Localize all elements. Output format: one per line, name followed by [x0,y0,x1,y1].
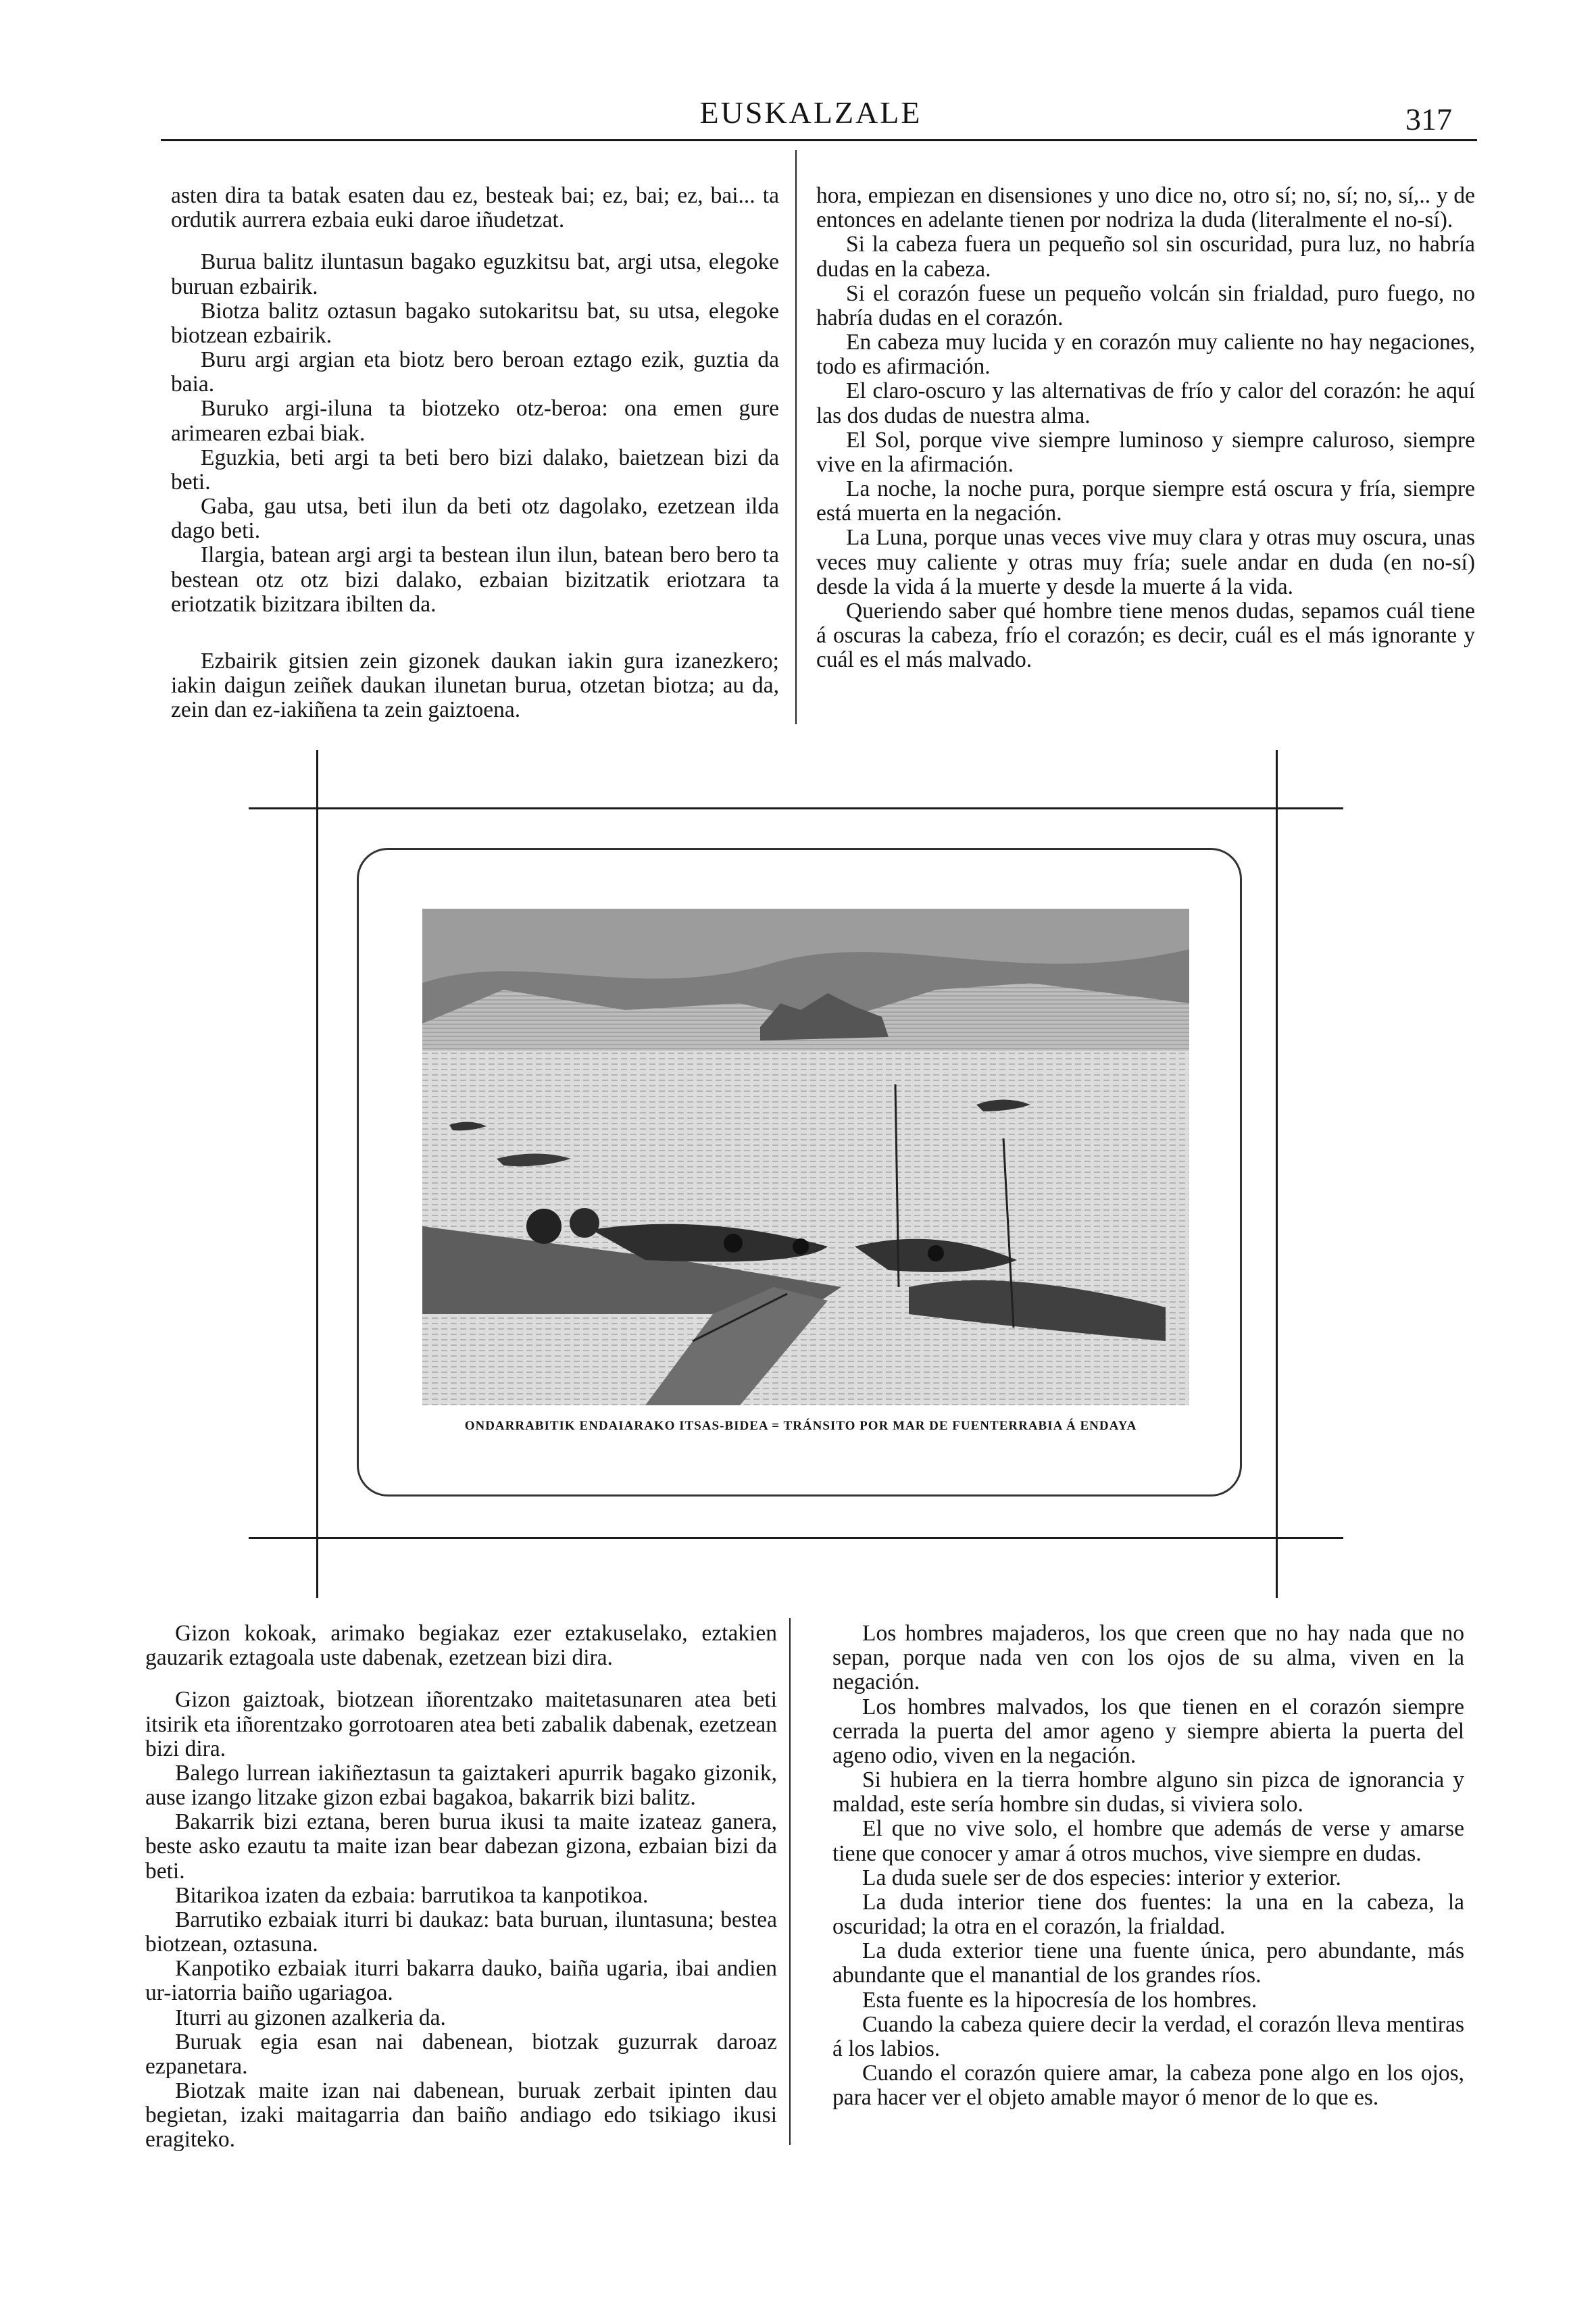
paragraph: Gaba, gau utsa, beti ilun da beti otz dagolako, ezetzean ilda dago beti. [171,494,779,544]
paragraph: Gizon kokoak, arimako begiakaz ezer eztakuselako, eztakien gauzarik eztagoala uste dabenak, ezetzean bizi dira. [145,1621,777,1671]
running-header-title: EUSKALZALE [699,95,922,130]
bottom-column-divider [789,1618,791,2145]
paragraph: En cabeza muy lucida y en corazón muy caliente no hay negaciones, todo es afirmación. [816,330,1475,380]
paragraph: Kanpotiko ezbaiak iturri bakarra dauko, baiña ugaria, ibai andien ur-iatorria baiño ugariagoa. [145,1956,777,2006]
plate-caption: ONDARRABITIK ENDAIARAKO ITSAS-BIDEA = TRÁNSITO POR MAR DE FUENTERRABIA Á ENDAYA [464,1419,1137,1433]
paragraph: Iturri au gizonen azalkeria da. [175,2005,446,2030]
top-column-divider [795,150,797,724]
paragraph: La Luna, porque unas veces vive muy clara y otras muy oscura, unas veces muy caliente y otras muy fría; suele andar en duda (en no-sí) desde la vida á la muerte y desde la muerte á la vida. [816,525,1475,599]
plate-right-rule [1276,750,1278,1598]
paragraph: Balego lurrean iakiñeztasun ta gaiztakeri apurrik bagako gizonik, ause izango litzake gizon ezbai bagakoa, bakarrik bizi balitz. [145,1760,777,1811]
paragraph: Buruak egia esan nai dabenean, biotzak guzurrak daroaz ezpanetara. [145,2029,777,2079]
paragraph: La duda exterior tiene una fuente única, pero abundante, más abundante que el manantial de los grandes ríos. [832,1938,1464,1988]
top-right-column [816,184,1475,672]
paragraph: Esta fuente es la hipocresía de los hombres. [862,1987,1257,2013]
paragraph: Burua balitz iluntasun bagako eguzkitsu bat, argi utsa, elegoke buruan ezbairik. [171,249,779,299]
paragraph: Los hombres majaderos, los que creen que no hay nada que no sepan, porque nada ven con los ojos de su alma, viven en la negación. [832,1621,1464,1695]
paragraph: El que no vive solo, el hombre que además de verse y amarse tiene que conocer y amar á otros muchos, vive siempre en dudas. [832,1816,1464,1866]
page-number: 317 [1405,102,1452,136]
paragraph: Si la cabeza fuera un pequeño sol sin oscuridad, pura luz, no habría dudas en la cabeza. [816,232,1475,282]
paragraph: Gizon gaiztoak, biotzean iñorentzako maitetasunaren atea beti itsirik eta iñorentzako gorrotoaren atea beti zabalik dabenak, ezetzean bizi dira. [145,1687,777,1761]
paragraph: Si hubiera en la tierra hombre alguno sin pizca de ignorancia y maldad, este sería hombre sin dudas, si viviera solo. [832,1767,1464,1817]
paragraph: Bakarrik bizi eztana, beren burua ikusi ta maite izateaz ganera, beste asko ezautu ta maite izan bear dabezan gizona, ezbaian bizi da beti. [145,1809,777,1884]
paragraph: Si el corazón fuese un pequeño volcán sin frialdad, puro fuego, no habría dudas en el corazón. [816,280,1475,330]
paragraph: Bitarikoa izaten da ezbaia: barrutikoa ta kanpotikoa. [175,1882,649,1908]
paragraph: Barrutiko ezbaiak iturri bi daukaz: bata buruan, iluntasuna; bestea biotzean, oztasuna. [145,1907,777,1957]
paragraph: La duda interior tiene dos fuentes: la una en la cabeza, la oscuridad; la otra en el corazón, la frialdad. [832,1889,1464,1940]
plate-left-rule [316,750,318,1598]
paragraph: Ezbairik gitsien zein gizonek daukan iakin gura izanezkero; iakin daigun zeiñek daukan ilunetan burua, otzetan biotza; au da, zein dan ez-iakiñena ta zein gaiztoena. [171,648,779,723]
plate-bottom-rule [249,1537,1343,1539]
paragraph: Biotza balitz oztasun bagako sutokaritsu bat, su utsa, elegoke biotzean ezbairik. [171,298,779,348]
top-left-column [171,184,779,722]
paragraph: Biotzak maite izan nai dabenean, buruak zerbait ipinten dau begietan, izaki maitagarria dan baiño andiago edo tsikiago ikusi eragiteko. [145,2078,777,2153]
paragraph: Cuando la cabeza quiere decir la verdad, el corazón lleva mentiras á los labios. [832,2011,1464,2061]
paragraph: hora, empiezan en disensiones y uno dice no, otro sí; no, sí; no, sí,.. y de entonces en adelante tienen por nodriza la duda (literalmente el no-sí). [816,183,1475,233]
paragraph: asten dira ta batak esaten dau ez, besteak bai; ez, bai; ez, bai... ta ordutik aurrera ezbaia euki daroe iñudetzat. [171,183,779,233]
paragraph: El claro-oscuro y las alternativas de frío y calor del corazón: he aquí las dos dudas de nuestra alma. [816,378,1475,428]
paragraph: Queriendo saber qué hombre tiene menos dudas, sepamos cuál tiene á oscuras la cabeza, frío el corazón; es decir, cuál es el más ignorante y cuál es el más malvado. [816,598,1475,673]
paragraph: La noche, la noche pura, porque siempre está oscura y fría, siempre está muerta en la negación. [816,476,1475,526]
paragraph: Los hombres malvados, los que tienen en el corazón siempre cerrada la puerta del amor ageno y siempre abierta la puerta del ageno odio, viven en la negación. [832,1694,1464,1768]
paragraph: Cuando el corazón quiere amar, la cabeza pone algo en los ojos, para hacer ver el objeto amable mayor ó menor de lo que es. [832,2061,1464,2111]
harbor-engraving-image [422,909,1189,1405]
plate-top-rule [249,807,1343,809]
paragraph: Ilargia, batean argi argi ta bestean ilun ilun, batean bero bero ta bestean otz otz bizi dalako, ezbaian bizitzatik eriotzara ta eriotzatik bizitzara ibilten da. [171,543,779,617]
paragraph: Buru argi argian eta biotz bero beroan eztago ezik, guztia da baia. [171,347,779,397]
bottom-left-column [145,1621,777,2153]
paragraph: Buruko argi-iluna ta biotzeko otz-beroa: ona emen gure arimearen ezbai biak. [171,396,779,446]
paragraph: El Sol, porque vive siempre luminoso y siempre caluroso, siempre vive en la afirmación. [816,427,1475,477]
bottom-right-column [832,1621,1464,2110]
paragraph: La duda suele ser de dos especies: interior y exterior. [862,1865,1341,1890]
header-rule [161,139,1477,141]
paragraph: Eguzkia, beti argi ta beti bero bizi dalako, baietzean bizi da beti. [171,445,779,495]
